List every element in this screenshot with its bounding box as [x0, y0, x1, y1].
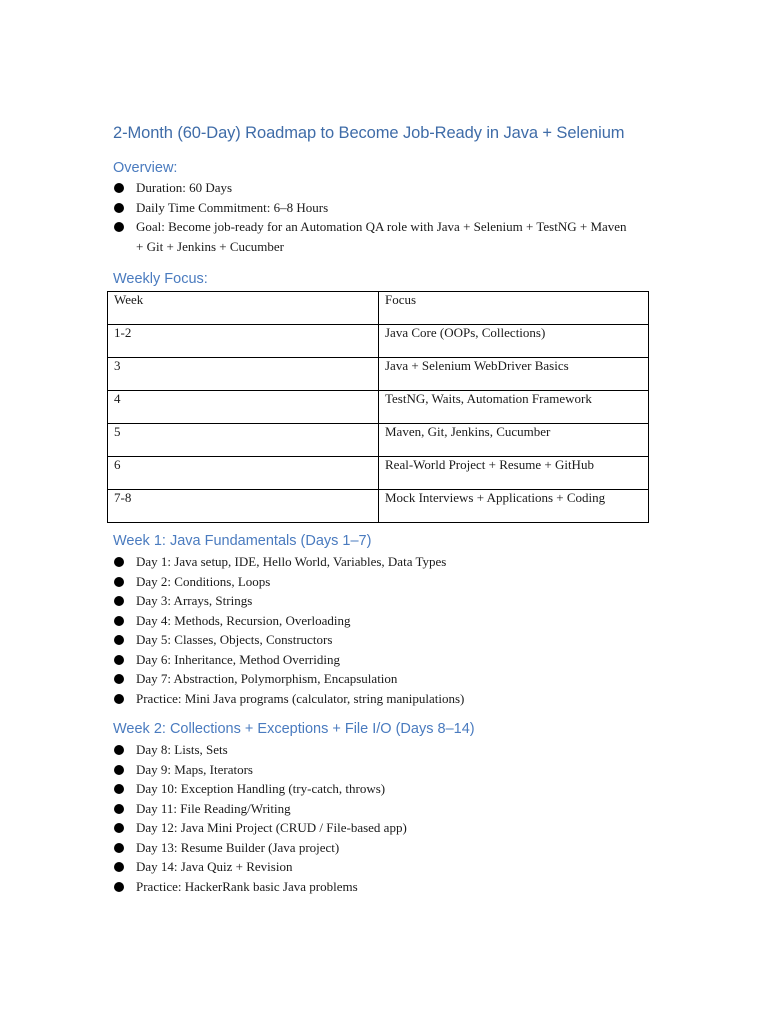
week1-heading: Week 1: Java Fundamentals (Days 1–7)	[113, 533, 372, 549]
bullet-icon	[114, 862, 124, 872]
bullet-icon	[114, 694, 124, 704]
list-item: Day 10: Exception Handling (try-catch, throws)	[113, 779, 673, 799]
list-item: Practice: HackerRank basic Java problems	[113, 877, 673, 897]
bullet-icon	[114, 577, 124, 587]
bullet-icon	[114, 596, 124, 606]
table-cell: Maven, Git, Jenkins, Cucumber	[379, 424, 649, 457]
bullet-icon	[114, 635, 124, 645]
table-cell: 1-2	[108, 325, 379, 358]
column-header-week: Week	[108, 292, 379, 325]
table-cell: 6	[108, 457, 379, 490]
list-item: Day 7: Abstraction, Polymorphism, Encapsulation	[113, 669, 673, 689]
list-item: Day 1: Java setup, IDE, Hello World, Variables, Data Types	[113, 552, 673, 572]
table-header-row	[108, 292, 649, 325]
table-cell: Real-World Project + Resume + GitHub	[379, 457, 649, 490]
table-cell: Mock Interviews + Applications + Coding	[379, 490, 649, 523]
table-cell: Java + Selenium WebDriver Basics	[379, 358, 649, 391]
bullet-icon	[114, 674, 124, 684]
bullet-icon	[114, 557, 124, 567]
table-row	[108, 325, 649, 358]
list-item: Duration: 60 Days	[113, 178, 633, 198]
list-item: Day 6: Inheritance, Method Overriding	[113, 650, 673, 670]
list-item: Day 4: Methods, Recursion, Overloading	[113, 611, 673, 631]
list-item: Day 5: Classes, Objects, Constructors	[113, 630, 673, 650]
column-header-focus: Focus	[379, 292, 649, 325]
table-row	[108, 358, 649, 391]
bullet-icon	[114, 203, 124, 213]
bullet-icon	[114, 616, 124, 626]
table-cell: 3	[108, 358, 379, 391]
list-item: Practice: Mini Java programs (calculator, string manipulations)	[113, 689, 673, 709]
document-title: 2-Month (60-Day) Roadmap to Become Job-Ready in Java + Selenium	[113, 124, 625, 142]
table-cell: 5	[108, 424, 379, 457]
table-row	[108, 457, 649, 490]
overview-heading: Overview:	[113, 160, 178, 176]
bullet-icon	[114, 882, 124, 892]
bullet-icon	[114, 823, 124, 833]
bullet-icon	[114, 784, 124, 794]
week2-heading: Week 2: Collections + Exceptions + File I/O (Days 8–14)	[113, 721, 475, 737]
week1-list	[113, 552, 673, 708]
list-item: Day 9: Maps, Iterators	[113, 760, 673, 780]
table-row	[108, 391, 649, 424]
list-item: Day 14: Java Quiz + Revision	[113, 857, 673, 877]
list-item: Day 12: Java Mini Project (CRUD / File-based app)	[113, 818, 673, 838]
weekly-focus-table	[107, 291, 649, 523]
bullet-icon	[114, 804, 124, 814]
list-item: Daily Time Commitment: 6–8 Hours	[113, 198, 633, 218]
table-row	[108, 424, 649, 457]
table-cell: TestNG, Waits, Automation Framework	[379, 391, 649, 424]
table-row	[108, 490, 649, 523]
bullet-icon	[114, 745, 124, 755]
table-cell: Java Core (OOPs, Collections)	[379, 325, 649, 358]
list-item: Day 11: File Reading/Writing	[113, 799, 673, 819]
list-item: Day 3: Arrays, Strings	[113, 591, 673, 611]
list-item: Day 2: Conditions, Loops	[113, 572, 673, 592]
bullet-icon	[114, 222, 124, 232]
week2-list	[113, 740, 673, 896]
overview-list	[113, 178, 633, 256]
table-cell: 7-8	[108, 490, 379, 523]
bullet-icon	[114, 183, 124, 193]
list-item: Goal: Become job-ready for an Automation QA role with Java + Selenium + TestNG + Maven + Git + Jenkins + Cucumber	[113, 217, 633, 256]
bullet-icon	[114, 765, 124, 775]
list-item: Day 8: Lists, Sets	[113, 740, 673, 760]
list-item: Day 13: Resume Builder (Java project)	[113, 838, 673, 858]
bullet-icon	[114, 655, 124, 665]
bullet-icon	[114, 843, 124, 853]
weekly-focus-heading: Weekly Focus:	[113, 271, 208, 287]
table-cell: 4	[108, 391, 379, 424]
